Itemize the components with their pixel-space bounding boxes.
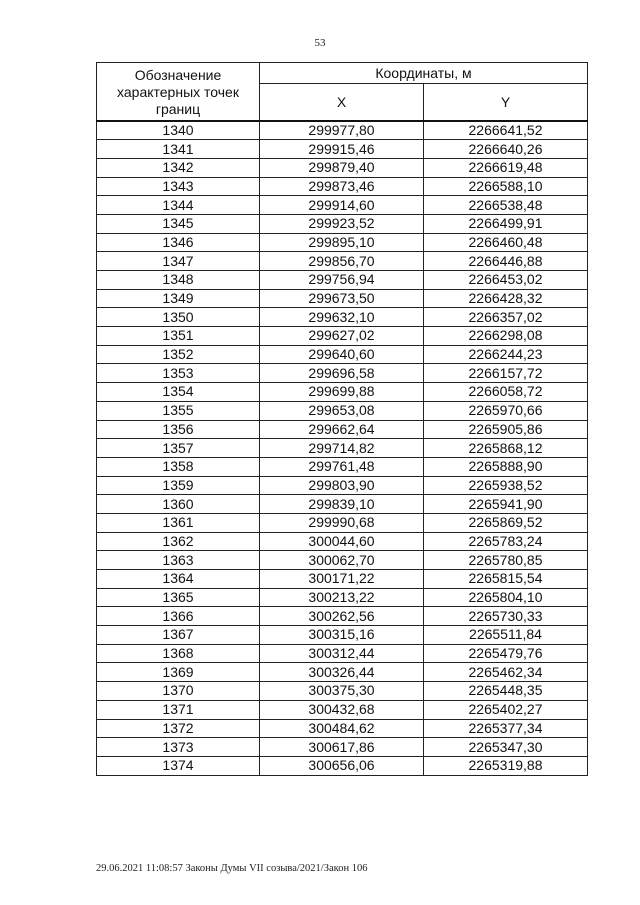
x-coordinate-cell: 299990,68 <box>260 513 424 532</box>
x-coordinate-cell: 300484,62 <box>260 719 424 738</box>
table-row <box>97 551 588 570</box>
coordinates-header: Координаты, м <box>260 63 588 84</box>
x-coordinate-cell: 299627,02 <box>260 327 424 346</box>
x-coordinate-cell: 299895,10 <box>260 233 424 252</box>
point-id-cell: 1363 <box>97 551 260 570</box>
table-body <box>97 121 588 775</box>
point-id-cell: 1345 <box>97 214 260 233</box>
x-coordinate-cell: 300326,44 <box>260 663 424 682</box>
point-id-cell: 1361 <box>97 513 260 532</box>
y-coordinate-cell: 2265938,52 <box>424 476 588 495</box>
table-row <box>97 532 588 551</box>
y-coordinate-cell: 2266157,72 <box>424 364 588 383</box>
point-id-cell: 1371 <box>97 700 260 719</box>
table-row <box>97 663 588 682</box>
point-id-cell: 1355 <box>97 401 260 420</box>
table-row <box>97 158 588 177</box>
y-coordinate-cell: 2266588,10 <box>424 177 588 196</box>
x-coordinate-cell: 299977,80 <box>260 121 424 140</box>
y-coordinate-cell: 2265815,54 <box>424 570 588 589</box>
table-row <box>97 327 588 346</box>
x-coordinate-cell: 299914,60 <box>260 196 424 215</box>
point-id-cell: 1353 <box>97 364 260 383</box>
table-row <box>97 196 588 215</box>
x-coordinate-cell: 299632,10 <box>260 308 424 327</box>
x-coordinate-cell: 299662,64 <box>260 420 424 439</box>
point-id-cell: 1351 <box>97 327 260 346</box>
table-row <box>97 214 588 233</box>
table-row <box>97 308 588 327</box>
table-header <box>97 63 588 122</box>
table-row <box>97 756 588 775</box>
x-coordinate-cell: 299761,48 <box>260 457 424 476</box>
y-coordinate-cell: 2266641,52 <box>424 121 588 140</box>
point-id-cell: 1343 <box>97 177 260 196</box>
y-header: Y <box>424 84 588 122</box>
point-id-cell: 1349 <box>97 289 260 308</box>
x-coordinate-cell: 300262,56 <box>260 607 424 626</box>
table-row <box>97 513 588 532</box>
x-coordinate-cell: 299756,94 <box>260 271 424 290</box>
point-id-cell: 1364 <box>97 570 260 589</box>
point-id-cell: 1342 <box>97 158 260 177</box>
x-coordinate-cell: 299923,52 <box>260 214 424 233</box>
point-id-cell: 1354 <box>97 383 260 402</box>
y-coordinate-cell: 2265462,34 <box>424 663 588 682</box>
y-coordinate-cell: 2265319,88 <box>424 756 588 775</box>
y-coordinate-cell: 2266453,02 <box>424 271 588 290</box>
table-row <box>97 252 588 271</box>
y-coordinate-cell: 2266058,72 <box>424 383 588 402</box>
table-row <box>97 682 588 701</box>
table-row <box>97 289 588 308</box>
point-id-cell: 1341 <box>97 140 260 159</box>
x-coordinate-cell: 299696,58 <box>260 364 424 383</box>
x-header: X <box>260 84 424 122</box>
y-coordinate-cell: 2265868,12 <box>424 439 588 458</box>
y-coordinate-cell: 2265347,30 <box>424 738 588 757</box>
y-coordinate-cell: 2265941,90 <box>424 495 588 514</box>
x-coordinate-cell: 300062,70 <box>260 551 424 570</box>
table-row <box>97 570 588 589</box>
x-coordinate-cell: 299915,46 <box>260 140 424 159</box>
y-coordinate-cell: 2265377,34 <box>424 719 588 738</box>
x-coordinate-cell: 300375,30 <box>260 682 424 701</box>
table-row <box>97 738 588 757</box>
x-coordinate-cell: 300044,60 <box>260 532 424 551</box>
x-coordinate-cell: 300432,68 <box>260 700 424 719</box>
y-coordinate-cell: 2265730,33 <box>424 607 588 626</box>
table-row <box>97 719 588 738</box>
table-row <box>97 271 588 290</box>
point-id-cell: 1359 <box>97 476 260 495</box>
point-id-cell: 1358 <box>97 457 260 476</box>
table-row <box>97 121 588 140</box>
y-coordinate-cell: 2266619,48 <box>424 158 588 177</box>
point-id-cell: 1347 <box>97 252 260 271</box>
y-coordinate-cell: 2266244,23 <box>424 345 588 364</box>
point-id-cell: 1367 <box>97 626 260 645</box>
table-row <box>97 476 588 495</box>
page-number: 53 <box>314 37 326 49</box>
y-coordinate-cell: 2266446,88 <box>424 252 588 271</box>
table-row <box>97 439 588 458</box>
y-coordinate-cell: 2265869,52 <box>424 513 588 532</box>
y-coordinate-cell: 2265804,10 <box>424 588 588 607</box>
point-id-cell: 1365 <box>97 588 260 607</box>
point-id-cell: 1350 <box>97 308 260 327</box>
x-coordinate-cell: 299856,70 <box>260 252 424 271</box>
table-row <box>97 401 588 420</box>
point-id-cell: 1372 <box>97 719 260 738</box>
table-row <box>97 345 588 364</box>
y-coordinate-cell: 2266460,48 <box>424 233 588 252</box>
y-coordinate-cell: 2265783,24 <box>424 532 588 551</box>
y-coordinate-cell: 2265479,76 <box>424 644 588 663</box>
y-coordinate-cell: 2266298,08 <box>424 327 588 346</box>
point-id-cell: 1356 <box>97 420 260 439</box>
table-row <box>97 644 588 663</box>
point-id-cell: 1346 <box>97 233 260 252</box>
table-row <box>97 364 588 383</box>
x-coordinate-cell: 300213,22 <box>260 588 424 607</box>
y-coordinate-cell: 2265448,35 <box>424 682 588 701</box>
y-coordinate-cell: 2265970,66 <box>424 401 588 420</box>
point-id-cell: 1368 <box>97 644 260 663</box>
y-coordinate-cell: 2266357,02 <box>424 308 588 327</box>
point-id-cell: 1373 <box>97 738 260 757</box>
x-coordinate-cell: 300171,22 <box>260 570 424 589</box>
y-coordinate-cell: 2266499,91 <box>424 214 588 233</box>
table-row <box>97 495 588 514</box>
y-coordinate-cell: 2266428,32 <box>424 289 588 308</box>
x-coordinate-cell: 299839,10 <box>260 495 424 514</box>
y-coordinate-cell: 2265905,86 <box>424 420 588 439</box>
coordinates-table <box>96 62 588 776</box>
x-coordinate-cell: 299653,08 <box>260 401 424 420</box>
x-coordinate-cell: 299640,60 <box>260 345 424 364</box>
y-coordinate-cell: 2266538,48 <box>424 196 588 215</box>
point-id-cell: 1357 <box>97 439 260 458</box>
x-coordinate-cell: 300656,06 <box>260 756 424 775</box>
x-coordinate-cell: 300312,44 <box>260 644 424 663</box>
table-row <box>97 420 588 439</box>
point-id-cell: 1370 <box>97 682 260 701</box>
point-id-cell: 1344 <box>97 196 260 215</box>
x-coordinate-cell: 299714,82 <box>260 439 424 458</box>
point-id-cell: 1366 <box>97 607 260 626</box>
table-row <box>97 140 588 159</box>
y-coordinate-cell: 2265780,85 <box>424 551 588 570</box>
document-footer: 29.06.2021 11:08:57 Законы Думы VII созыва/2021/Закон 106 <box>96 863 368 874</box>
point-id-cell: 1348 <box>97 271 260 290</box>
x-coordinate-cell: 299879,40 <box>260 158 424 177</box>
table-row <box>97 233 588 252</box>
table-row <box>97 177 588 196</box>
point-id-cell: 1362 <box>97 532 260 551</box>
table-row <box>97 588 588 607</box>
x-coordinate-cell: 300315,16 <box>260 626 424 645</box>
table-row <box>97 607 588 626</box>
y-coordinate-cell: 2266640,26 <box>424 140 588 159</box>
table-row <box>97 383 588 402</box>
table-row <box>97 457 588 476</box>
point-id-cell: 1360 <box>97 495 260 514</box>
y-coordinate-cell: 2265511,84 <box>424 626 588 645</box>
table-row <box>97 626 588 645</box>
point-id-cell: 1352 <box>97 345 260 364</box>
table-row <box>97 700 588 719</box>
point-id-cell: 1374 <box>97 756 260 775</box>
point-id-cell: 1340 <box>97 121 260 140</box>
point-id-cell: 1369 <box>97 663 260 682</box>
x-coordinate-cell: 299873,46 <box>260 177 424 196</box>
x-coordinate-cell: 299673,50 <box>260 289 424 308</box>
point-designation-header: Обозначение характерных точек границ <box>97 63 260 122</box>
x-coordinate-cell: 299699,88 <box>260 383 424 402</box>
x-coordinate-cell: 300617,86 <box>260 738 424 757</box>
y-coordinate-cell: 2265888,90 <box>424 457 588 476</box>
x-coordinate-cell: 299803,90 <box>260 476 424 495</box>
y-coordinate-cell: 2265402,27 <box>424 700 588 719</box>
